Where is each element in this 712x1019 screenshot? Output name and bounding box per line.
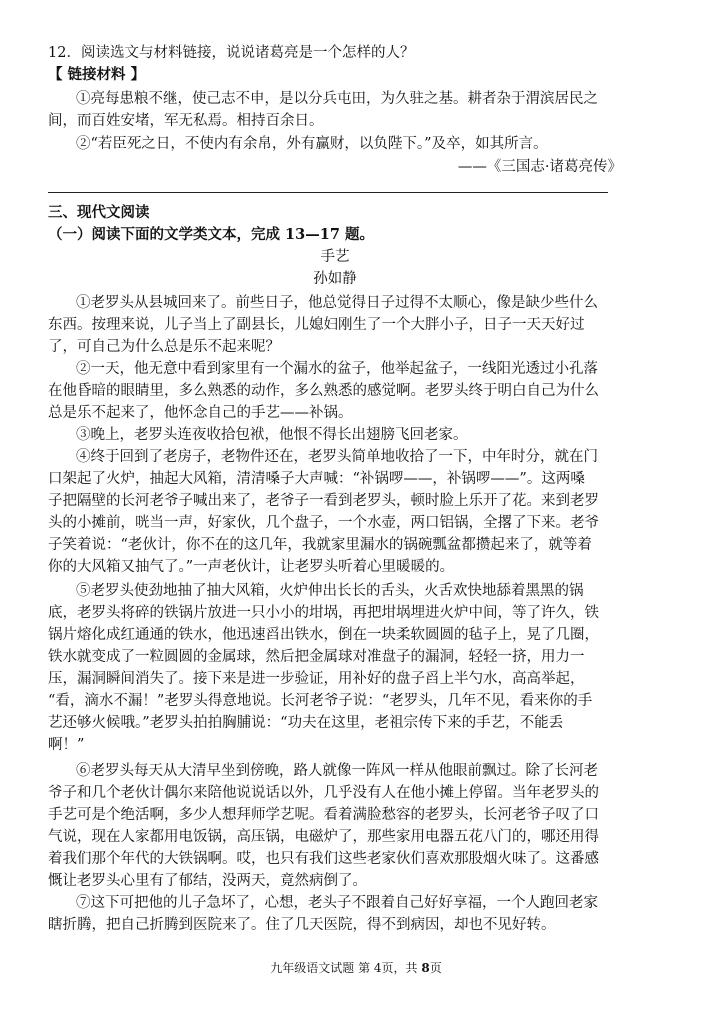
page-footer — [0, 960, 712, 976]
story-line-07: ③晚上，老罗头连夜收拾包袱，他恨不得长出翅膀飞回老家。 — [76, 427, 468, 443]
story-line-01: ①老罗头从县城回来了。前些日子，他总觉得日子过得不太顺心，像是缺少些什么 — [76, 295, 598, 311]
story-line-05: 在他昏暗的眼睛里，多么熟悉的动作，多么熟悉的感觉啊。老罗头终于明白自己为什么 — [48, 383, 599, 399]
story-line-26: 着我们那个年代的大铁锅啊。哎，也只有我们这些老家伙们喜欢那股烟火味了。这番感 — [48, 851, 599, 867]
story-line-15: 底，老罗头将碎的铁锅片放进一只小小的坩埚，再把坩埚埋进火炉中间，等了许久，铁 — [48, 605, 599, 621]
story-line-25: 气说，现在人家都用电饭锅，高压锅，电磁炉了，那些家用电器五花八门的，哪还用得 — [48, 829, 599, 845]
story-line-08: ④终于回到了老房子，老物件还在，老罗头简单地收拾了一下，中年时分，就在门 — [76, 449, 598, 465]
material-1-line-2: 间，而百姓安堵，军无私焉。相持百余日。 — [48, 113, 324, 129]
story-line-11: 头的小摊前，咣当一声，好家伙，几个盘子，一个水壶，两口铝锅，全撂了下来。老爷 — [48, 515, 599, 531]
story-line-03: 了，可自己为什么总是乐不起来呢？ — [48, 339, 280, 355]
story-line-09: 口架起了火炉，抽起大风箱，清清嗓子大声喊：“补锅啰——，补锅啰——”。这两嗓 — [48, 471, 585, 487]
story-line-22: ⑥老罗头每天从大清早坐到傍晚，路人就像一阵风一样从他眼前飘过。除了长河老 — [76, 763, 598, 779]
story-line-14: ⑤老罗头使劲地抽了抽大风箱，火炉伸出长长的舌头，火舌欢快地舔着黑黑的锅 — [76, 583, 584, 599]
story-line-16: 锅片熔化成红通通的铁水，他迅速舀出铁水，倒在一块柔软圆圆的毡子上，晃了几圈， — [48, 627, 599, 643]
story-line-19: “看，滴水不漏！”老罗头得意地说。长河老爷子说：“老罗头，几年不见，看来你的手 — [48, 693, 593, 709]
story-line-10: 子把隔壁的长河老爷子喊出来了，老爷子一看到老罗头，顿时脸上乐开了花。来到老罗 — [48, 493, 599, 509]
story-line-24: 手艺可是个绝活啊，多少人想拜师学艺呢。看着满脸愁容的老罗头，长河老爷子叹了口 — [48, 807, 599, 823]
footer-suffix: 页 — [429, 961, 442, 975]
story-line-28: ⑦这下可把他的儿子急坏了，心想，老头子不跟着自己好好享福，一个人跑回老家 — [76, 895, 598, 911]
story-line-13: 你的大风箱又抽气了。”一声老伙计，让老罗头听着心里暖暖的。 — [48, 559, 455, 575]
story-line-23: 爷子和几个老伙计偶尔来陪他说说话以外，几乎没有人在他小摊上停留。当年老罗头的 — [48, 785, 599, 801]
material-2-line-1: ②“若臣死之日，不使内有余帛，外有赢财，以负陛下。”及卒，如其所言。 — [76, 136, 548, 152]
story-line-21: 啊！” — [48, 737, 85, 753]
story-line-18: 压，漏洞瞬间消失了。接下来是进一步验证，用补好的盘子舀上半勺水，高高举起， — [48, 671, 585, 687]
section-3-heading: 三、现代文阅读 — [48, 204, 150, 221]
story-line-20: 艺还够火候哦。”老罗头拍拍胸脯说：“功夫在这里，老祖宗传下来的手艺，不能丢 — [48, 715, 564, 731]
footer-total-pages: 8 — [421, 961, 430, 975]
story-line-06: 总是乐不起来了，他怀念自己的手艺——补锅。 — [48, 405, 353, 421]
material-title: 【 链接材料 】 — [48, 66, 146, 83]
material-1-line-1: ①亮每患粮不继，使己志不申，是以分兵屯田，为久驻之基。耕者杂于渭滨居民之 — [76, 91, 598, 107]
section-divider — [48, 192, 608, 193]
question-12-prompt: 12．阅读选文与材料链接，说说诸葛亮是一个怎样的人？ — [48, 45, 415, 61]
story-line-17: 铁水就变成了一粒圆圆的金属球，然后把金属球对准盘子的漏洞，轻轻一挤，用力一 — [48, 649, 585, 665]
material-source: ——《三国志·诸葛亮传》 — [457, 159, 622, 175]
story-title: 手艺 — [320, 249, 350, 265]
story-line-04: ②一天，他无意中看到家里有一个漏水的盆子，他举起盆子，一线阳光透过小孔落 — [76, 361, 598, 377]
story-author: 孙如静 — [313, 271, 357, 287]
story-line-12: 子笑着说：“老伙计，你不在的这几年，我就家里漏水的锅碗瓢盆都攒起来了，就等着 — [48, 537, 592, 553]
story-line-02: 东西。按理来说，儿子当上了副县长，儿媳妇刚生了一个大胖小子，日子一天天好过 — [48, 317, 585, 333]
section-3-subheading: （一）阅读下面的文学类文本，完成 13—17 题。 — [48, 226, 374, 243]
story-line-29: 瞎折腾，把自己折腾到医院来了。住了几天医院，得不到病因，却也不见好转。 — [48, 917, 556, 933]
story-line-27: 慨让老罗头心里有了郁结，没两天，竟然病倒了。 — [48, 873, 367, 889]
footer-text: 九年级语文试题 第 4页，共 — [270, 961, 422, 975]
